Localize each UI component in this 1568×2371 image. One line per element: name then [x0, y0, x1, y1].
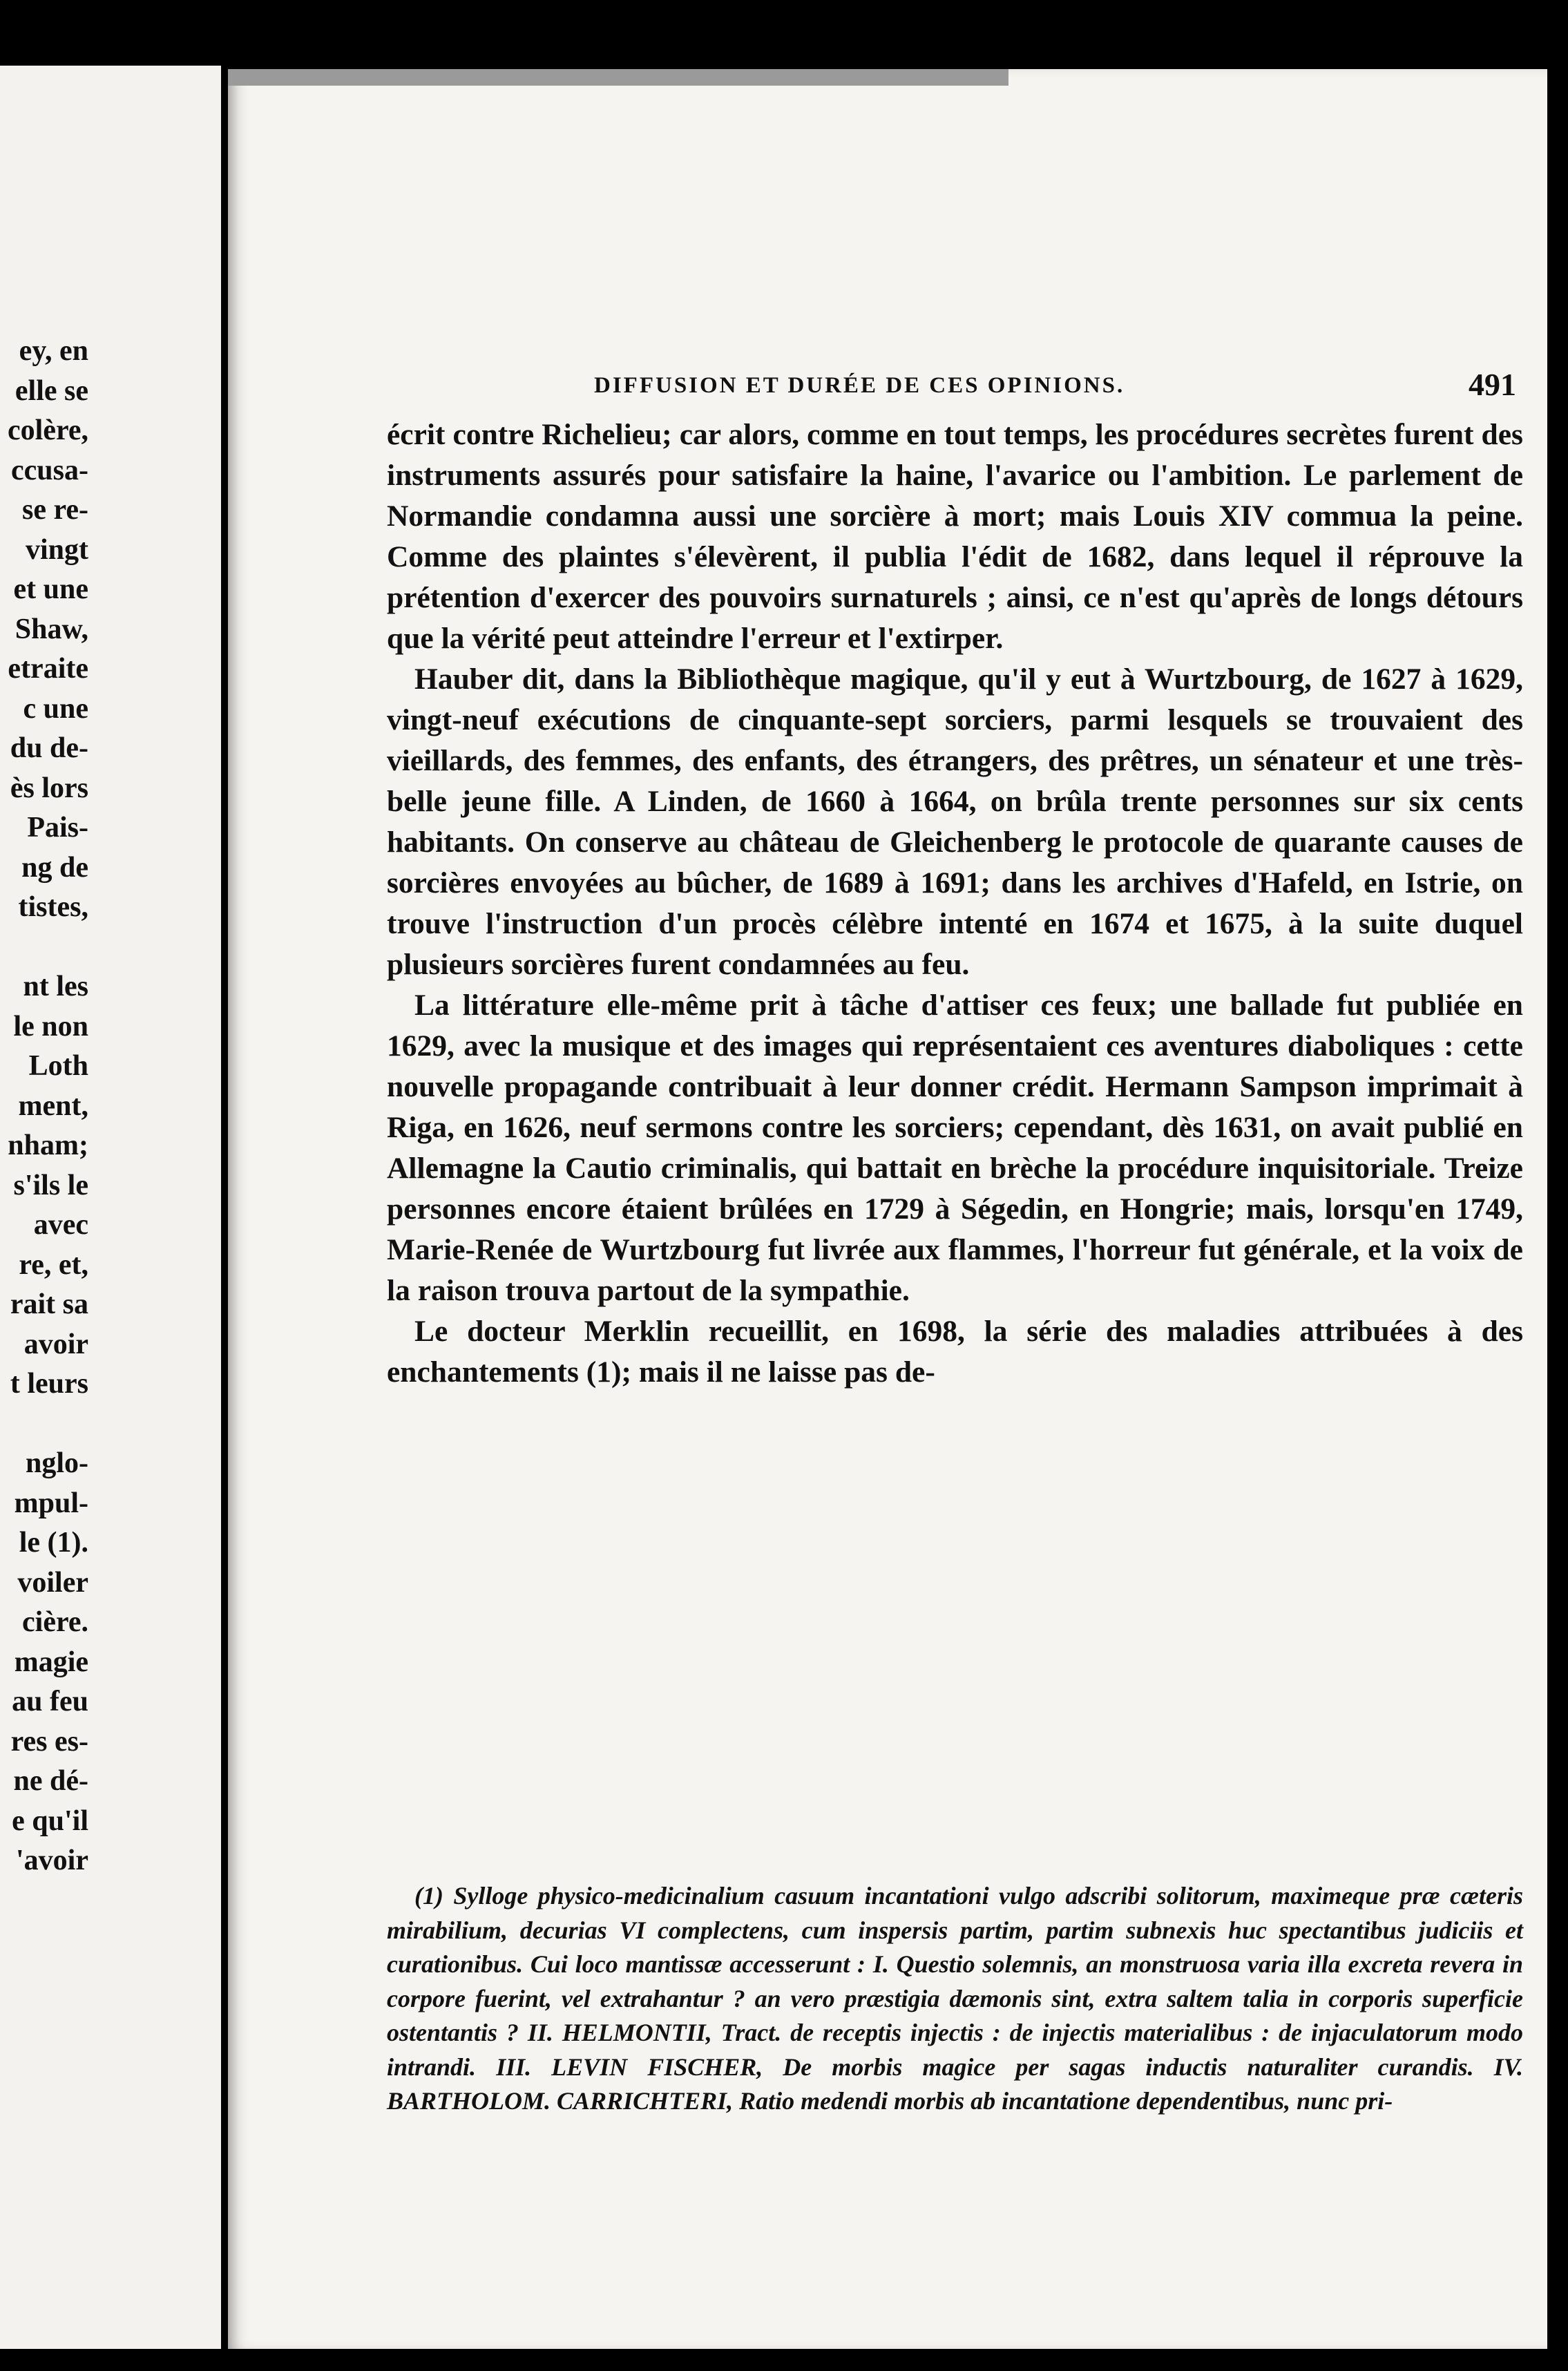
left-page-line: du de-	[10, 732, 88, 764]
left-page-line: le non	[13, 1010, 88, 1042]
left-page-line: colère,	[8, 415, 88, 446]
left-page-line: elle se	[15, 374, 88, 407]
left-page-line: ccusa-	[11, 454, 88, 486]
page-number: 491	[1469, 367, 1516, 402]
left-page-line: nham;	[8, 1130, 88, 1161]
left-page-line: t leurs	[10, 1368, 88, 1400]
left-page-line: vingt	[25, 533, 88, 566]
left-page-line: et une	[13, 573, 88, 605]
left-page-text	[0, 332, 88, 1881]
left-page-line: e qu'il	[12, 1805, 88, 1837]
right-page	[228, 69, 1547, 2349]
left-page-line: ey, en	[19, 335, 88, 367]
left-page-line: ment,	[18, 1089, 88, 1122]
paragraph: La littérature elle-même prit à tâche d'attiser ces feux; une ballade fut publiée en 1629, avec la musique et des images qui représentaient ces aventures diaboliques : cette nouvelle propagande contribuait à leur donner crédit. Hermann Sampson imprimait à Riga, en 1626, neuf sermons contre les sorciers; cependant, dès 1631, on avait publié en Allemagne la Cautio criminalis, qui battait en brèche la procédure inquisitoriale. Treize personnes encore étaient brûlées en 1729 à Ségedin, en Hongrie; mais, lorsqu'en 1749, Marie-Renée de Wurtzbourg fut livrée aux flammes, l'horreur fut générale, et la voix de la raison trouva partout de la sympathie.	[387, 989, 1523, 1307]
left-page-line	[0, 928, 88, 968]
body-text	[387, 415, 1523, 1393]
text-block	[387, 297, 1523, 2115]
left-page-line: c une	[23, 692, 88, 725]
left-page-line: se re-	[22, 494, 88, 526]
left-page-line: avoir	[23, 1328, 88, 1360]
left-page-line: re, et,	[19, 1248, 88, 1281]
left-page-line: avec	[33, 1209, 88, 1241]
left-page-line: le (1).	[19, 1527, 88, 1559]
paragraph: Hauber dit, dans la Bibliothèque magique, qu'il y eut à Wurtzbourg, de 1627 à 1629, vingt-neuf exécutions de cinquante-sept sorciers, parmi lesquels se trouvaient des vieillards, des femmes, des enfants, des étrangers, des prêtres, un sénateur et une très-belle jeune fille. A Linden, de 1660 à 1664, on brûla trente personnes sur six cents habitants. On conserve au château de Gleichenberg le protocole de quarante causes de sorcières envoyées au bûcher, de 1689 à 1691; dans les archives d'Hafeld, en Istrie, on trouve l'instruction d'un procès célèbre intenté en 1674 et 1675, à la suite duquel plusieurs sorcières furent condamnées au feu.	[387, 663, 1523, 981]
left-page-line: mpul-	[14, 1487, 88, 1519]
left-page-line: nt les	[23, 971, 88, 1002]
left-page-line: ne dé-	[13, 1765, 88, 1797]
left-page-line: Shaw,	[15, 613, 88, 645]
left-page-line: magie	[14, 1646, 88, 1678]
left-page-line: res es-	[10, 1725, 88, 1758]
paragraph: écrit contre Richelieu; car alors, comme en tout temps, les procédures secrètes furent des instruments assurés pour satisfaire la haine, l'avarice ou l'ambition. Le parlement de Normandie condamna aussi une sorcière à mort; mais Louis XIV commua la peine. Comme des plaintes s'élevèrent, il publia l'édit de 1682, dans lequel il réprouve la prétention d'exercer des pouvoirs surnaturels ; ainsi, ce n'est qu'après de longs détours que la vérité peut atteindre l'erreur et l'extirper.	[387, 418, 1523, 655]
left-page-line: cière.	[22, 1606, 88, 1638]
left-page-line	[0, 1404, 88, 1445]
left-page-line: etraite	[8, 653, 88, 685]
left-page-line: s'ils le	[13, 1169, 88, 1201]
left-page-line: Pais-	[27, 812, 88, 844]
left-page-line: ès lors	[10, 772, 88, 804]
footnote: (1) Sylloge physico-medicinalium casuum incantationi vulgo adscribi solitorum, maximeque præ cæteris mirabilium, decurias VI complectens, cum inspersis partim, partim subnexis huc spectantibus judiciis et curationibus. Cui loco mantissæ accesserunt : I. Questio solemnis, an monstruosa varia illa excreta revera in corpore fuerint, vel extrahantur ? an vero præstigia dæmonis sint, extra saltem talia in corporis superficie ostentantis ? II. HELMONTII, Tract. de receptis injectis : de injectis materialibus : de injaculatorum modo intrandi. III. LEVIN FISCHER, De morbis magice per sagas inductis naturaliter curandis. IV. BARTHOLOM. CARRICHTERI, Ratio medendi morbis ab incantatione dependentibus, nunc pri-	[387, 1882, 1523, 2115]
running-head	[387, 297, 1523, 402]
left-page-line: Loth	[28, 1050, 88, 1082]
running-title: DIFFUSION ET DURÉE DE CES OPINIONS.	[594, 373, 1125, 398]
left-page-line: au feu	[12, 1686, 88, 1717]
left-page-line: nglo-	[25, 1447, 88, 1479]
left-page-line: ng de	[21, 851, 88, 884]
left-page-line: rait sa	[10, 1288, 88, 1320]
left-facing-page	[0, 66, 221, 2349]
page-edge-strip	[228, 69, 1008, 86]
paragraph: Le docteur Merklin recueillit, en 1698, la série des maladies attribuées à des enchantements (1); mais il ne laisse pas de-	[387, 1315, 1523, 1389]
left-page-line: voiler	[17, 1566, 88, 1599]
left-page-line: tistes,	[18, 891, 88, 923]
left-page-line: 'avoir	[16, 1845, 88, 1876]
